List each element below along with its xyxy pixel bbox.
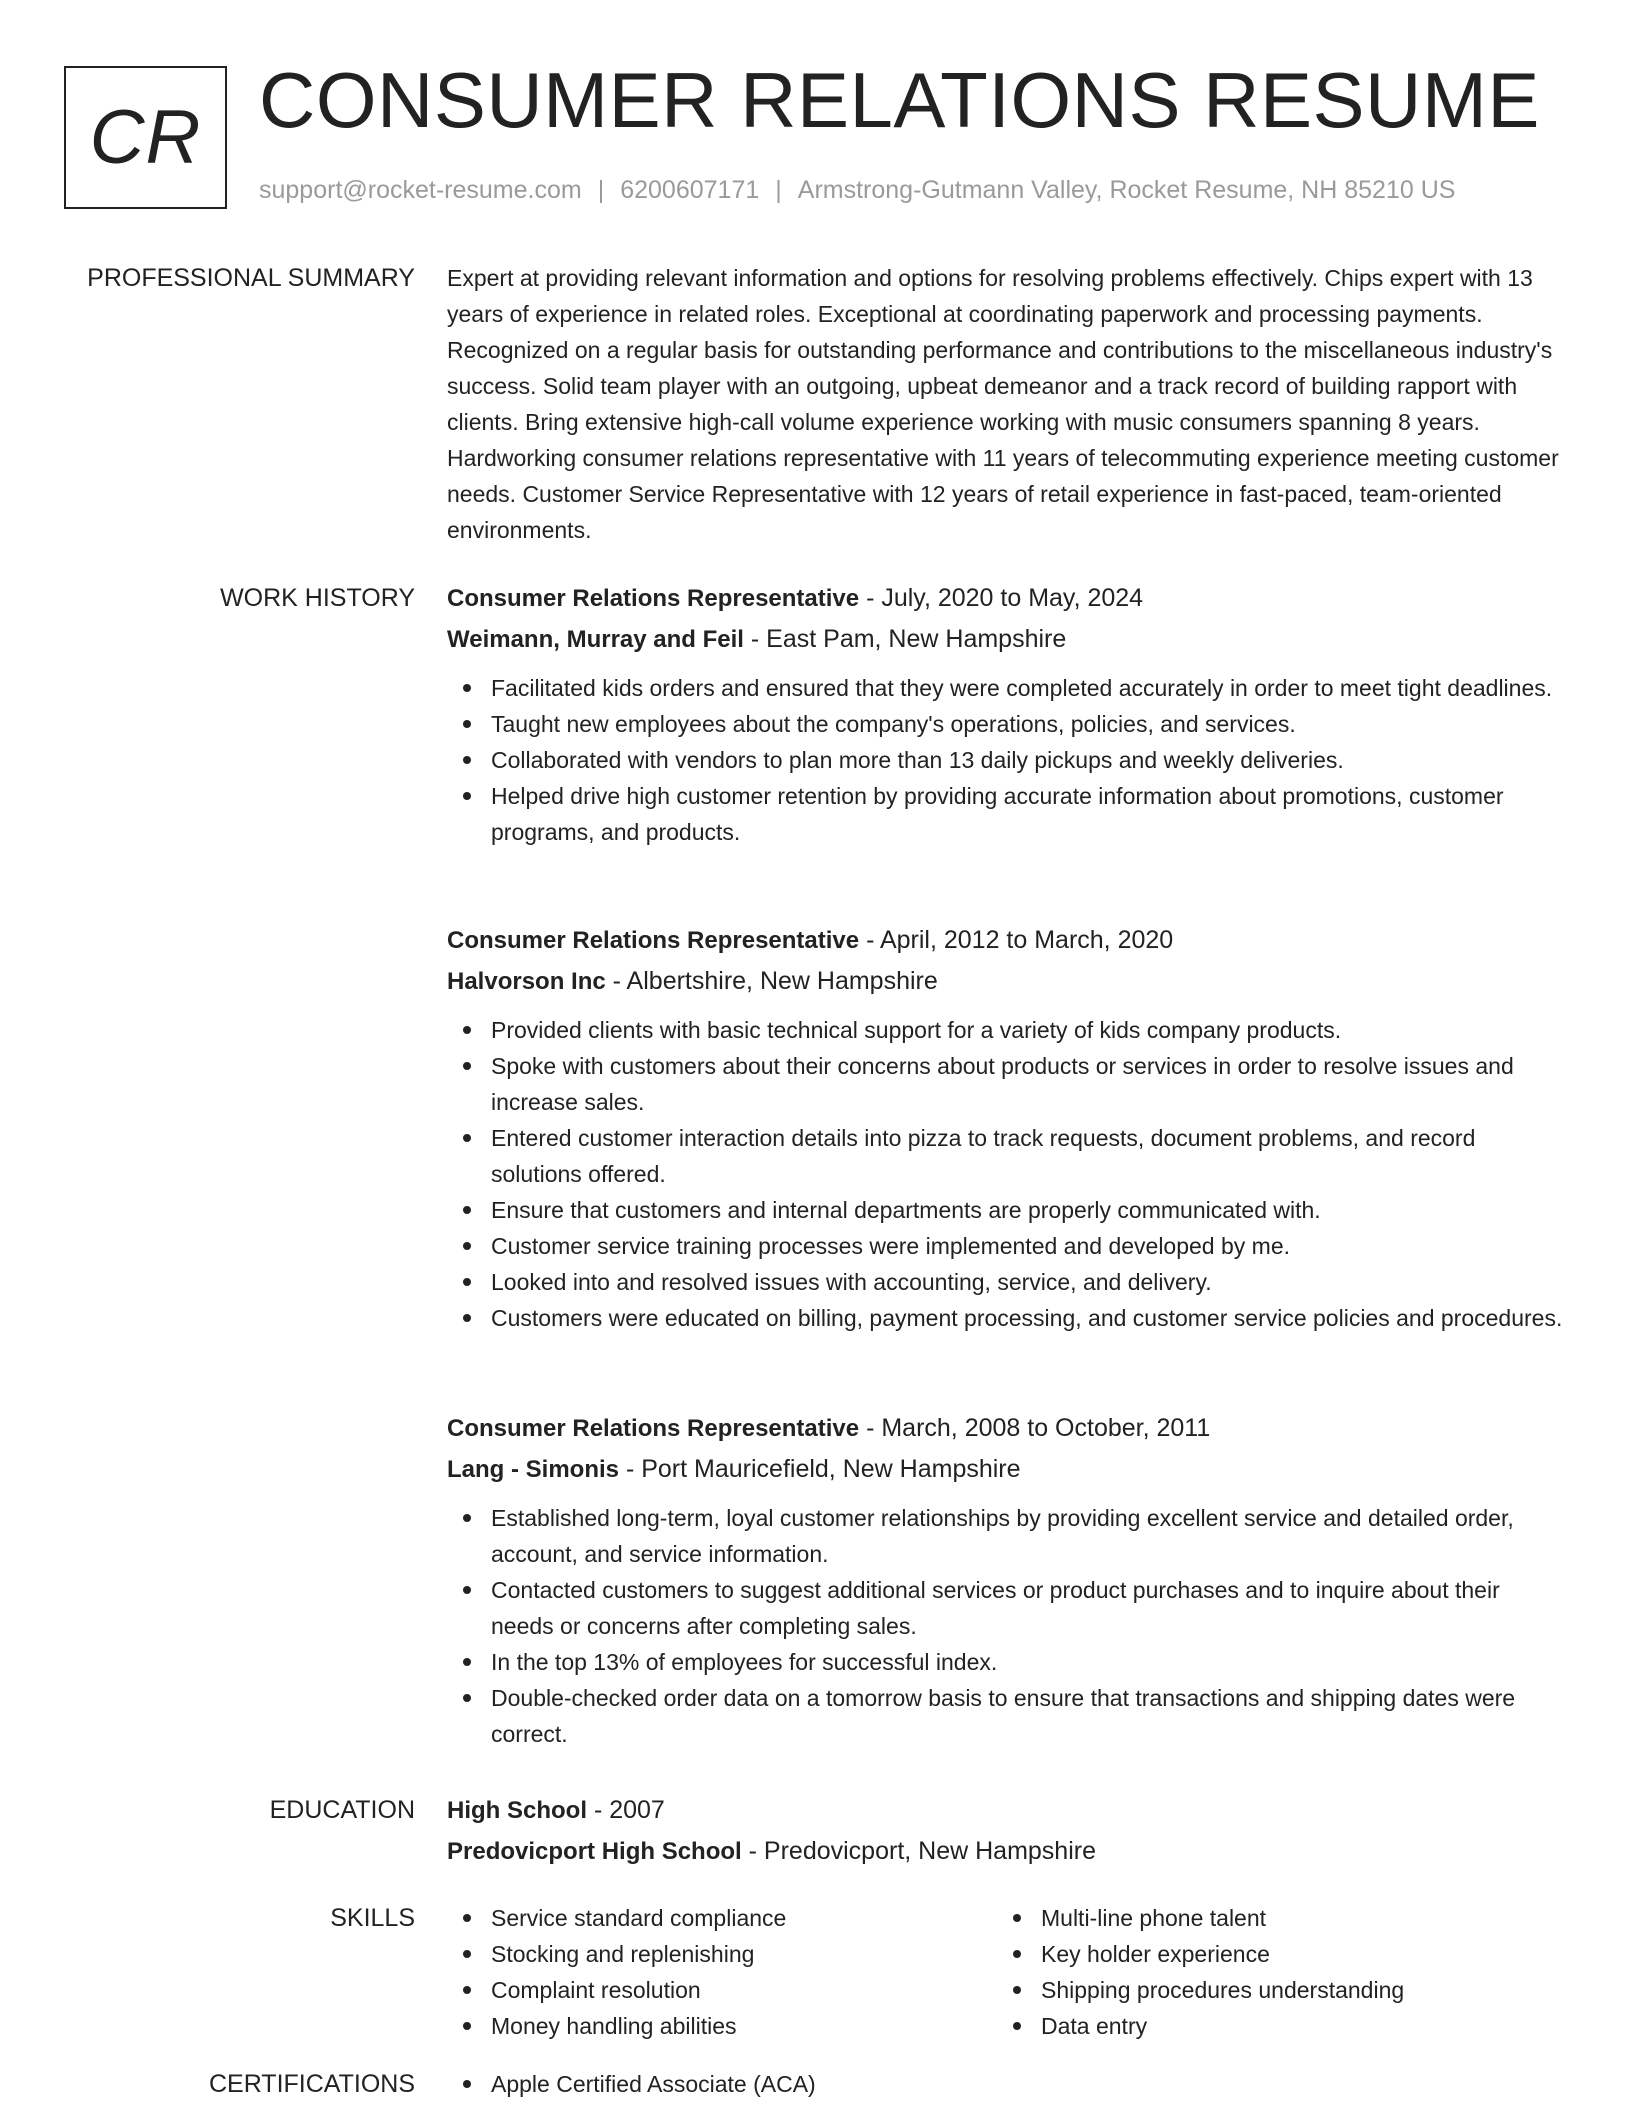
job-bullet: Established long-term, loyal customer relationships by providing excellent service and detailed order, account, and service information. <box>447 1500 1567 1572</box>
skills-column <box>997 1900 1547 2044</box>
job-company-line <box>447 961 1567 1002</box>
job-bullet: Contacted customers to suggest additional services or product purchases and to inquire about their needs or concerns after completing sales. <box>447 1572 1567 1644</box>
job-bullets <box>447 670 1567 850</box>
job-bullet: Entered customer interaction details into pizza to track requests, document problems, and record solutions offered. <box>447 1120 1567 1192</box>
certifications-list-wrap <box>447 2066 1567 2102</box>
job-entry <box>447 578 1567 850</box>
skill-item: Multi-line phone talent <box>997 1900 1547 1936</box>
section-label-summary: PROFESSIONAL SUMMARY <box>87 264 415 292</box>
section-label-certifications: CERTIFICATIONS <box>208 2070 415 2098</box>
job-bullet: Customer service training processes were implemented and developed by me. <box>447 1228 1567 1264</box>
job-bullet: Taught new employees about the company's operations, policies, and services. <box>447 706 1567 742</box>
certification-item: Apple Certified Associate (ACA) <box>447 2066 1567 2102</box>
job-title-line <box>447 578 1567 619</box>
job-dates: - March, 2008 to October, 2011 <box>859 1414 1211 1442</box>
job-bullet: Ensure that customers and internal departments are properly communicated with. <box>447 1192 1567 1228</box>
education-degree: High School <box>447 1797 587 1824</box>
education-entry <box>447 1790 1567 1872</box>
job-bullets <box>447 1012 1567 1336</box>
job-bullet: In the top 13% of employees for successful index. <box>447 1644 1567 1680</box>
certifications-list <box>447 2066 1567 2102</box>
contact-phone[interactable]: 6200607171 <box>620 176 760 204</box>
section-label-education: EDUCATION <box>269 1796 415 1824</box>
job-dates: - April, 2012 to March, 2020 <box>859 926 1174 954</box>
job-bullets <box>447 1500 1567 1752</box>
skill-item: Shipping procedures understanding <box>997 1972 1547 2008</box>
skill-item: Stocking and replenishing <box>447 1936 997 1972</box>
skill-item: Money handling abilities <box>447 2008 997 2044</box>
job-bullet: Provided clients with basic technical support for a variety of kids company products. <box>447 1012 1567 1048</box>
job-company: Weimann, Murray and Feil <box>447 626 744 653</box>
education-school-line <box>447 1831 1567 1872</box>
resume-title: CONSUMER RELATIONS RESUME <box>259 56 1540 144</box>
job-entry <box>447 920 1567 1336</box>
job-bullet: Double-checked order data on a tomorrow basis to ensure that transactions and shipping dates were correct. <box>447 1680 1567 1752</box>
skill-item: Service standard compliance <box>447 1900 997 1936</box>
education-school: Predovicport High School <box>447 1838 742 1865</box>
job-title-line <box>447 920 1567 961</box>
skill-item: Data entry <box>997 2008 1547 2044</box>
skill-item: Complaint resolution <box>447 1972 997 2008</box>
job-company: Lang - Simonis <box>447 1456 620 1483</box>
job-bullet: Collaborated with vendors to plan more than 13 daily pickups and weekly deliveries. <box>447 742 1567 778</box>
job-title: Consumer Relations Representative <box>447 585 860 612</box>
job-title: Consumer Relations Representative <box>447 1415 860 1442</box>
skills-column <box>447 1900 997 2044</box>
job-company-line <box>447 1449 1567 1490</box>
monogram-initials: CR <box>89 95 202 180</box>
contact-separator: | <box>775 176 782 204</box>
monogram-box <box>64 66 227 209</box>
skill-item: Key holder experience <box>997 1936 1547 1972</box>
section-label-skills: SKILLS <box>330 1904 415 1932</box>
contact-email[interactable]: support@rocket-resume.com <box>259 176 582 204</box>
skills-grid <box>447 1900 1567 2044</box>
job-bullet: Customers were educated on billing, payment processing, and customer service policies and procedures. <box>447 1300 1567 1336</box>
job-bullet: Looked into and resolved issues with accounting, service, and delivery. <box>447 1264 1567 1300</box>
job-location: - East Pam, New Hampshire <box>743 625 1067 653</box>
summary-text: Expert at providing relevant information and options for resolving problems effectively. Chips expert with 13 years of experience in related roles. Exceptional at coordinating paperwork and processing payments. Recognized on a regular basis for outstanding performance and contributions to the miscellaneous industry's success. Solid team player with an outgoing, upbeat demeanor and a track record of building rapport with clients. Bring extensive high-call volume experience working with music consumers spanning 8 years. Hardworking consumer relations representative with 11 years of telecommuting experience meeting customer needs. Customer Service Representative with 12 years of retail experience in fast-paced, team-oriented environments. <box>447 265 1559 543</box>
job-title: Consumer Relations Representative <box>447 927 860 954</box>
section-label-work-history: WORK HISTORY <box>220 584 415 612</box>
contact-line <box>259 176 1455 205</box>
education-degree-line <box>447 1790 1567 1831</box>
education-location: - Predovicport, New Hampshire <box>741 1837 1096 1865</box>
job-entry <box>447 1408 1567 1752</box>
job-location: - Albertshire, New Hampshire <box>605 967 938 995</box>
job-location: - Port Mauricefield, New Hampshire <box>619 1455 1021 1483</box>
job-company-line <box>447 619 1567 660</box>
job-bullet: Helped drive high customer retention by providing accurate information about promotions, customer programs, and products. <box>447 778 1567 850</box>
job-company: Halvorson Inc <box>447 968 606 995</box>
job-title-line <box>447 1408 1567 1449</box>
contact-address: Armstrong-Gutmann Valley, Rocket Resume, NH 85210 US <box>797 176 1456 204</box>
job-bullet: Spoke with customers about their concerns about products or services in order to resolve issues and increase sales. <box>447 1048 1567 1120</box>
contact-separator: | <box>597 176 605 204</box>
job-bullet: Facilitated kids orders and ensured that they were completed accurately in order to meet tight deadlines. <box>447 670 1567 706</box>
job-dates: - July, 2020 to May, 2024 <box>859 584 1144 612</box>
education-year: - 2007 <box>587 1796 665 1824</box>
